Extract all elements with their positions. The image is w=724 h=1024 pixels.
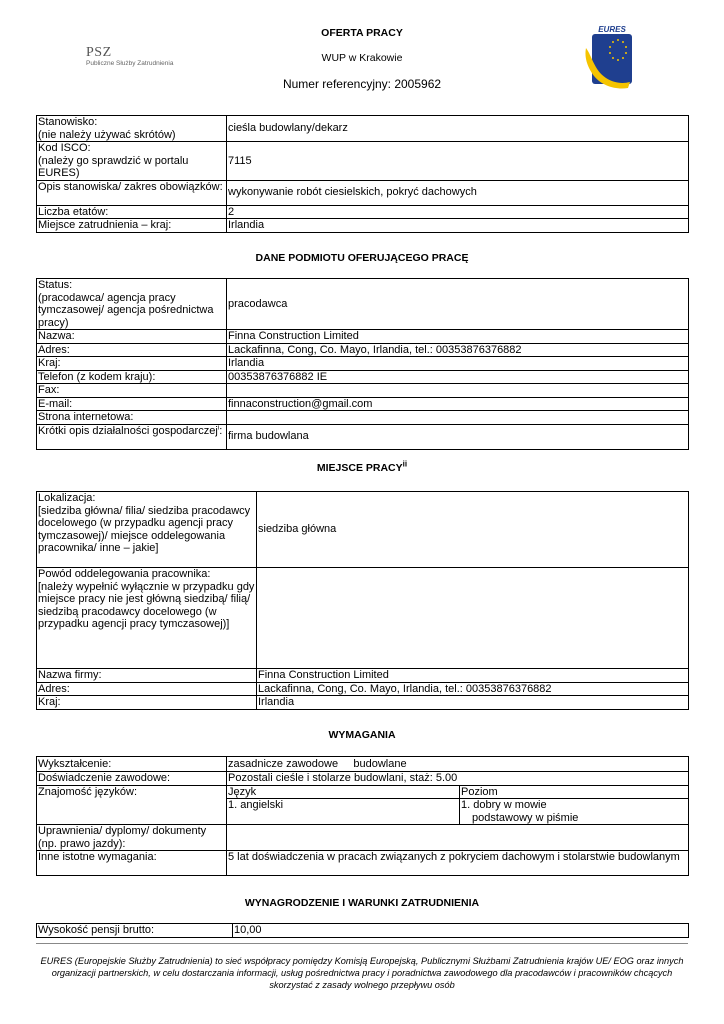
offer-title: OFERTA PRACY (321, 27, 403, 39)
row-value: cieśla budowlany/dekarz (227, 116, 689, 142)
psz-logo-subtitle: Publiczne Służby Zatrudnienia (86, 60, 174, 67)
row-value: wykonywanie robót ciesielskich, pokryć dachowych (227, 180, 689, 205)
table-row (37, 757, 689, 772)
reference-number: Numer referencyjny: 2005962 (282, 77, 442, 91)
row-value: Irlandia (227, 357, 689, 371)
row-label: Uprawnienia/ dyplomy/ dokumenty (np. prawo jazdy): (37, 825, 227, 851)
workplace-section-title (0, 459, 724, 474)
footer-divider (36, 943, 688, 944)
row-value: Irlandia (257, 696, 689, 710)
row-label: Znajomość języków: (37, 785, 227, 825)
level-value (460, 799, 689, 825)
table-row (37, 772, 689, 786)
row-value: siedziba główna (257, 492, 689, 568)
salary-section-title: WYNAGRODZENIE I WARUNKI ZATRUDNIENIA (244, 897, 480, 909)
eures-logo (582, 26, 636, 92)
table-row (37, 357, 689, 371)
row-label: Wysokość pensji brutto: (37, 924, 233, 938)
row-label-text: Krótki opis działalności gospodarczej (38, 424, 218, 437)
row-value: 10,00 (233, 924, 689, 938)
row-label: Status: (pracodawca/ agencja pracy tymczasowej/ agencja pośrednictwa pracy) (37, 279, 227, 330)
row-value: 2 (227, 205, 689, 219)
table-row (37, 384, 689, 398)
row-value: 7115 (227, 142, 689, 181)
table-row (37, 682, 689, 696)
table-row (37, 492, 689, 568)
row-value: firma budowlana (227, 424, 689, 449)
row-label (37, 424, 227, 449)
row-value: Lackafinna, Cong, Co. Mayo, Irlandia, tel.: 00353876376882 (257, 682, 689, 696)
level-line: 1. dobry w mowie (461, 799, 547, 811)
row-value: Lackafinna, Cong, Co. Mayo, Irlandia, tel.: 00353876376882 (227, 343, 689, 357)
row-label: Powód oddelegowania pracownika: [należy wypełnić wyłącznie w przypadku gdy miejsce pracy nie jest główną siedzibą/ filią/ siedzibą pracodawcy docelowego (w przypadku agencji pracy tymczasowej)] (37, 568, 257, 669)
language-value: 1. angielski (227, 799, 460, 825)
row-value: 5 lat doświadczenia w pracach związanych z pokryciem dachowym i stolarstwie budowlanym (227, 851, 689, 876)
language-header: Język (227, 785, 460, 799)
row-label: Opis stanowiska/ zakres obowiązków: (37, 180, 227, 205)
row-value: Finna Construction Limited (257, 669, 689, 683)
row-label: Telefon (z kodem kraju): (37, 370, 227, 384)
row-value: Irlandia (227, 219, 689, 233)
table-row (37, 669, 689, 683)
row-label: Nazwa firmy: (37, 669, 257, 683)
psz-logo-text: PSZ (86, 45, 112, 60)
table-row (37, 397, 689, 411)
office-name: WUP w Krakowie (321, 52, 403, 64)
table-row (37, 924, 689, 938)
table-row (37, 785, 689, 799)
row-label: Adres: (37, 343, 227, 357)
position-table (36, 115, 689, 233)
footer-note: EURES (Europejskie Służby Zatrudnienia) to sieć współpracy pomiędzy Komisją Europejską, Publicznymi Służbami Zatrudnienia krajów UE/ EOG oraz innych organizacji partnerskich, w celu dostarczania informacji, usług pośrednictwa pracy i poradnictwa zawodowego dla pracodawców i pracowników chcących skorzystać z zasady wolnego przepływu osób (40, 956, 684, 990)
table-row (37, 180, 689, 205)
row-label: E-mail: (37, 397, 227, 411)
table-row (37, 411, 689, 425)
table-row (37, 696, 689, 710)
employer-table (36, 278, 689, 450)
table-row (37, 568, 689, 669)
row-label: Kraj: (37, 357, 227, 371)
table-row (37, 142, 689, 181)
table-row (37, 851, 689, 876)
eures-logo-text: EURES (598, 26, 626, 34)
requirements-table (36, 756, 689, 876)
table-row (37, 219, 689, 233)
row-value (227, 384, 689, 398)
table-row (37, 424, 689, 449)
row-label: Strona internetowa: (37, 411, 227, 425)
table-row (37, 116, 689, 142)
row-value: zasadnicze zawodowe budowlane (227, 757, 689, 772)
employer-section-title: DANE PODMIOTU OFERUJĄCEGO PRACĘ (255, 252, 469, 264)
requirements-section-title: WYMAGANIA (328, 729, 396, 741)
row-label: Fax: (37, 384, 227, 398)
salary-table (36, 923, 689, 938)
row-label: Wykształcenie: (37, 757, 227, 772)
row-value: 00353876376882 IE (227, 370, 689, 384)
row-value: Pozostali cieśle i stolarze budowlani, staż: 5.00 (227, 772, 689, 786)
row-label: Liczba etatów: (37, 205, 227, 219)
row-value (227, 411, 689, 425)
row-label: Lokalizacja: [siedziba główna/ filia/ siedziba pracodawcy docelowego (w przypadku agencji pracy tymczasowej)/ miejsce oddelegowania pracownika/ inne – jakie] (37, 492, 257, 568)
row-label: Miejsce zatrudnienia – kraj: (37, 219, 227, 233)
workplace-table (36, 491, 689, 710)
row-value (227, 825, 689, 851)
table-row (37, 370, 689, 384)
row-value: Finna Construction Limited (227, 330, 689, 344)
row-label: Adres: (37, 682, 257, 696)
row-label: Nazwa: (37, 330, 227, 344)
footnote-marker: ii (402, 459, 408, 469)
row-label: Kod ISCO: (należy go sprawdzić w portalu EURES) (37, 142, 227, 181)
row-value: finnaconstruction@gmail.com (227, 397, 689, 411)
table-row (37, 330, 689, 344)
level-line: podstawowy w piśmie (472, 811, 579, 824)
row-label: Inne istotne wymagania: (37, 851, 227, 876)
table-row (37, 343, 689, 357)
table-row (37, 205, 689, 219)
workplace-title-text: MIEJSCE PRACY (316, 462, 403, 474)
row-label: Stanowisko: (nie należy używać skrótów) (37, 116, 227, 142)
table-row (37, 825, 689, 851)
row-value: pracodawca (227, 279, 689, 330)
page-header (0, 0, 724, 110)
row-value (257, 568, 689, 669)
footnote-marker: i (217, 423, 220, 431)
level-header: Poziom (460, 785, 689, 799)
table-row (37, 279, 689, 330)
row-label-suffix: : (219, 424, 223, 437)
row-label: Doświadczenie zawodowe: (37, 772, 227, 786)
row-label: Kraj: (37, 696, 257, 710)
